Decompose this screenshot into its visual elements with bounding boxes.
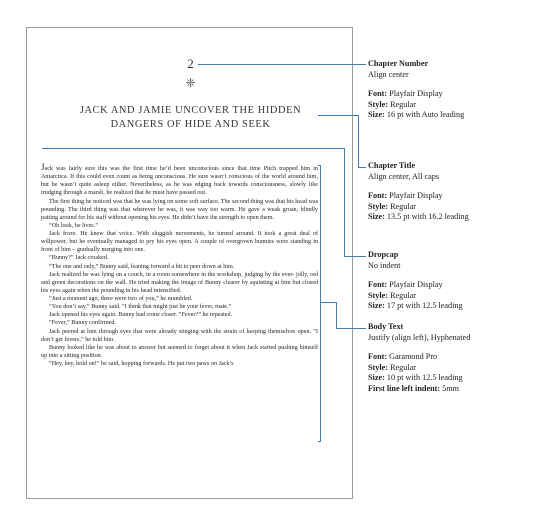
paragraph: Bunny looked like he was about to answer but seemed to forget about it when Jack started pushing himself up into a sitting position. (41, 344, 318, 359)
annotation-heading: Dropcap (368, 250, 399, 259)
annotation-chapter-title: Chapter Title Align center, All caps Font: Playfair Display Style: Regular Size: 13.5 pt with 16.2 leading (368, 161, 538, 223)
paragraph: “Hey, hey, hold on!” he said, hopping forwards. He put two paws on Jack’s (49, 361, 234, 367)
ornament-icon: ❈ (185, 76, 196, 90)
paragraph: Jack opened his eyes again. Bunny had come closer. “Fever?” he repeated. (49, 312, 233, 319)
paragraph: The first thing he noticed was that he was lying on some soft surface. The second thing was that his head was pounding. The third thing was that wherever he was, it was way too warm. He gave a weak groan, blindly patting around for his staff without opening his eyes. He didn’t have the strength to open them. (41, 198, 318, 221)
leader-line-body-text-b (336, 302, 337, 328)
paragraph: “Bunny?” Jack croaked. (49, 255, 109, 262)
body-text (41, 163, 318, 368)
annotation-heading: Body Text (368, 322, 404, 331)
body-text-bracket (318, 165, 321, 442)
paragraph: Jack froze. He knew that voice. With sluggish movements, he turned around. It took a great deal of willpower, but he eventually managed to pry his eyes open. A couple of overgrown bunnies were standing in front of him – gradually merging into one. (41, 231, 318, 254)
paragraph: “Just a moment ago, there were two of you,” he mumbled. (49, 296, 193, 302)
leader-line-chapter-title-a (318, 115, 358, 116)
leader-line-chapter-title-b (358, 115, 359, 167)
leader-line-dropcap-c (344, 256, 366, 257)
paragraph: “Oh look, he lives.” (49, 222, 98, 229)
leader-line-body-text-c (336, 328, 366, 329)
paragraph: “The one and only,” Bunny said, leaning forward a bit to peer down at him. (49, 263, 235, 270)
paragraph: “Fever,” Bunny confirmed. (49, 320, 116, 327)
leader-line-body-text-a (321, 302, 336, 303)
leader-line-dropcap-b (344, 148, 345, 256)
annotation-chapter-number: Chapter Number Align center Font: Playfair Display Style: Regular Size: 16 pt with Auto leading (368, 59, 538, 121)
chapter-title-line-1: JACK AND JAMIE UNCOVER THE HIDDEN (79, 105, 302, 116)
annotation-heading: Chapter Number (368, 59, 429, 68)
chapter-number: 2 (187, 56, 194, 71)
leader-line-chapter-title-c (358, 167, 366, 168)
dropcap: J (41, 162, 45, 172)
annotation-dropcap: Dropcap No indent Font: Playfair Display Style: Regular Size: 17 pt with 12.5 leading (368, 250, 538, 312)
chapter-title (47, 104, 334, 132)
leader-line-chapter-number (198, 64, 366, 65)
book-page (26, 27, 353, 499)
leader-line-dropcap-a (42, 148, 344, 149)
annotation-heading: Chapter Title (368, 161, 416, 170)
paragraph: Jack was fairly sure this was the first time he’d been unconscious since that time Pitch trapped him in Antarctica. If this could even count as being unconscious. He sure wasn’t conscious of the world around him, but he wasn’t quite asleep either. Nevertheless, as he was edging back towards consciousness, slowly like trudging through a marsh, he realized that he must have passed out. (41, 162, 318, 197)
paragraph: Jack realized he was lying on a couch, in a room somewhere in the workshop, judging by the ever- jolly, red and green decorations on the wall. He tried making the image of Bunny clearer by squinting at him but closed his eyes again when the pounding in his head intensified. (41, 271, 318, 294)
paragraph: Jack peered at him through eyes that were already stinging with the strain of keeping themselves open. “I don’t get fevers,” he told him. (41, 328, 318, 343)
chapter-title-line-2: DANGERS OF HIDE AND SEEK (110, 119, 271, 130)
annotation-body-text: Body Text Justify (align left), Hyphenated Font: Garamond Pro Style: Regular Size: 10 pt with 12.5 leading First line left indent: 5mm (368, 322, 538, 394)
paragraph: “You don’t say,” Bunny said. “I think that might just be your fever, mate.” (49, 304, 232, 311)
